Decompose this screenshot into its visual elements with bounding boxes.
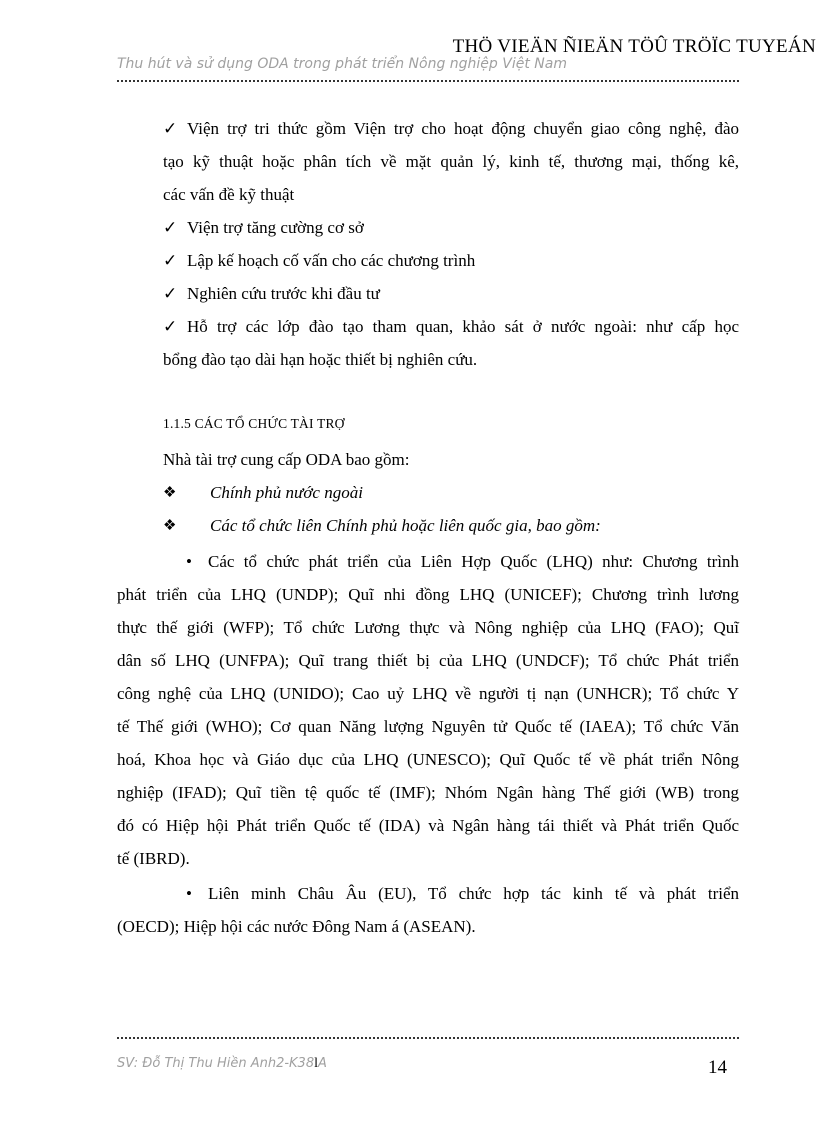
section-heading: 1.1.5 CÁC TỔ CHỨC TÀI TRỢ [163, 416, 345, 431]
section-intro: Nhà tài trợ cung cấp ODA bao gồm: [163, 450, 410, 469]
footer-divider [117, 1037, 739, 1039]
bullet-icon: • [186, 884, 192, 903]
diamond-bullet-icon: ❖ [163, 485, 177, 501]
checklist-item-5-line-1: ✓ Hỗ trợ các lớp đào tạo tham quan, khảo sát ở nước ngoài: như cấp học [163, 310, 739, 343]
header-divider [117, 80, 739, 82]
diamond-item-1: Chính phủ nước ngoài [210, 483, 363, 502]
checkmark-icon: ✓ [163, 284, 178, 303]
checklist-item-1-line-2: tạo kỹ thuật hoặc phân tích về mặt quản lý, kinh tế, thương mại, thống kê, [163, 152, 739, 171]
bullet-paragraph-1-line-3: thực thế giới (WFP); Tổ chức Lương thực và Nông nghiệp của LHQ (FAO); Quĩ [117, 618, 739, 637]
checklist-item-1-line-1: ✓ Viện trợ tri thức gồm Viện trợ cho hoạt động chuyển giao công nghệ, đào [163, 112, 739, 145]
bullet-paragraph-1-line-1: • Các tổ chức phát triển của Liên Hợp Quốc (LHQ) như: Chương trình [186, 545, 739, 578]
checklist-item-4: ✓ Nghiên cứu trước khi đầu tư [163, 277, 380, 310]
bullet-paragraph-1-line-6: tế Thế giới (WHO); Cơ quan Năng lượng Nguyên tử Quốc tế (IAEA); Tổ chức Văn [117, 717, 739, 736]
checkmark-icon: ✓ [163, 119, 178, 138]
bullet-paragraph-1-line-8: nghiệp (IFAD); Quĩ tiền tệ quốc tế (IMF); Nhóm Ngân hàng Thế giới (WB) trong [117, 783, 739, 802]
bullet-paragraph-1-line-5: công nghệ của LHQ (UNIDO); Cao uỷ LHQ về người tị nạn (UNHCR); Tổ chức Y [117, 684, 739, 703]
diamond-item-2: Các tổ chức liên Chính phủ hoặc liên quốc gia, bao gồm: [210, 516, 601, 535]
bullet-paragraph-1-line-10: tế (IBRD). [117, 849, 190, 868]
checklist-item-2: ✓ Viện trợ tăng cường cơ sở [163, 211, 364, 244]
footer-student-info: SV: Đỗ Thị Thu Hiền Anh2-K38lA [117, 1056, 327, 1071]
checkmark-icon: ✓ [163, 218, 178, 237]
bullet-paragraph-2-line-1: • Liên minh Châu Âu (EU), Tổ chức hợp tác kinh tế và phát triển [186, 877, 739, 910]
checklist-item-1-line-3: các vấn đề kỹ thuật [163, 185, 295, 204]
bullet-paragraph-1-line-9: đó có Hiệp hội Phát triển Quốc tế (IDA) và Ngân hàng tái thiết và Phát triển Quốc [117, 816, 739, 835]
checklist-item-3: ✓ Lập kế hoạch cố vấn cho các chương trình [163, 244, 475, 277]
bullet-paragraph-1-line-7: hoá, Khoa học và Giáo dục của LHQ (UNESCO); Quĩ Quốc tế về phát triển Nông [117, 750, 739, 769]
bullet-icon: • [186, 552, 192, 571]
checkmark-icon: ✓ [163, 251, 178, 270]
bullet-paragraph-1-line-2: phát triển của LHQ (UNDP); Quĩ nhi đồng LHQ (UNICEF); Chương trình lương [117, 585, 739, 604]
page-number: 14 [708, 1057, 727, 1078]
site-title: THÖ VIEÄN ÑIEÄN TÖÛ TRÖÏC TUYEÁN [452, 36, 816, 57]
bullet-paragraph-2-line-2: (OECD); Hiệp hội các nước Đông Nam á (ASEAN). [117, 917, 476, 936]
checklist-item-5-line-2: bổng đào tạo dài hạn hoặc thiết bị nghiên cứu. [163, 350, 478, 369]
bullet-paragraph-1-line-4: dân số LHQ (UNFPA); Quĩ trang thiết bị của LHQ (UNDCF); Tổ chức Phát triển [117, 651, 739, 670]
running-head: Thu hút và sử dụng ODA trong phát triển Nông nghiệp Việt Nam [117, 56, 567, 72]
diamond-bullet-icon: ❖ [163, 518, 177, 534]
checkmark-icon: ✓ [163, 317, 178, 336]
